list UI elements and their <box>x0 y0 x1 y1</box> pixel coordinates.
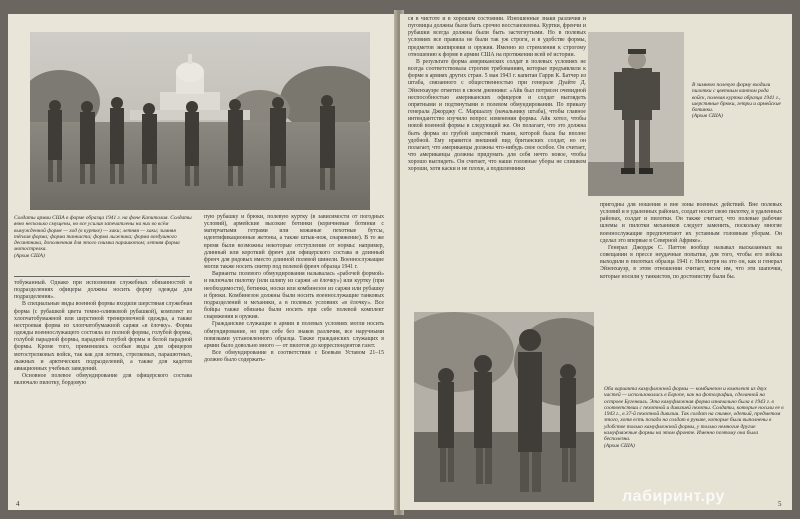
left-col2-paragraph: пую рубашку и брюки, полевую куртку (в зависимости от погодных условий), армейские высокие ботинки (коричневые ботинки с матерчатыми гетрами или кожаные пехотные бутсы, идентификационные жетоны, а также штык-нож, снаряжение). В то же время были возможны некоторые отступления от нормы: например, длинный или короткий френч для офицерского состава и длинный френч для рядовых вместо длинной полевой шинели. Военнослужащие могли также носить свитер под полевой френч образца 1941 г. <box>204 214 384 271</box>
winter-uniform-image <box>588 32 684 196</box>
right-column-2 <box>600 202 782 281</box>
right-col2-paragraph: пригодны для ношения и вне зоны военных действий. Вне полевых условий и в удаленных районах, солдат носит свою пилотку, в удаленных районах, солдат и пилотки. Он также считает, что полевые рабочие шлемы и пилотки механиков следует заменить, поскольку многие военнослужащие предпочитают их уставным головным уборам. Он сделал это впервые в Северной Африке». <box>600 202 782 244</box>
capitol-photo-caption: Солдаты армии США в форме образца 1941 г. на фоне Капитолия. Солдаты явно несколько смущены, но все усилия запечатлены на них во всём вынужденной форме — ход (в куртке) — хаки; летняя — хаки; зимняя тёплая форма; форма танкиста; форма лыжника; форма воздушного десантника, дополненная для этого снимка парашютом; летняя форма мотострелка. (Архив США) <box>14 215 192 259</box>
left-col2-paragraph: Варианты полевого обмундирования называлась «рабочей формой» и включали пилотку (или шляпу из саржи «в ёлочку») или куртку (при необходимости), ботинки, носки или комбинезон из саржи или рубашку и брюки. Комбинезон должны были носить военнослужащие танковых подразделений и механики, а в полевых условиях «в ёлочку». Все бойцы также обязаны были носить при себе полевой комплект снаряжения и оружия. <box>204 271 384 321</box>
right-col1-paragraph: ся в чистоте и в хорошем состоянии. Изношенные знаки различия и пуговицы должны были быть срочно восстановлены. Куртки, френчи и рубашки всегда должны были быть застегнутыми. Но в полевых условиях все правила не были так уж строги, и в удобстве формы, предметов экипировки и оружия. Именно из стремления к строгому отношению к форме в армии США на протяжении всей её истории. <box>408 16 586 58</box>
left-col1-paragraph: Основное полевое обмундирование для офицерского состава включало пилотку, бордовую <box>14 373 192 387</box>
right-col1-paragraph: В результате форма американских солдат в полевых условиях не всегда соответствовала строгим требованиям, которые предъявляли к форме в армиях других стран. 5 мая 1943 г. капитан Гарри К. Батчер из штаба, связанного с общественностью при генерале Дуайте Д. Эйзенхауэре отметил в своем дневнике: «Айк был потрясен очевидной неспособностью американских офицеров и солдат выглядеть опрятными и подтянутыми в полевом обмундировании. По приказу генерала Джорджу С. Маршаллу (начальнику штаба), чтобы главное интендантство изучило вопрос изменения формы. Айк хотел, чтобы новой военной формы в следующий же. Он полагает, что это должна быть форма из грубой шерстяной ткани, которой была бы вполне удобной. Ему нравится внешний вид британских солдат, но он полагает, что американцы должны что-нибудь свое особое. Он считает, что американцы должны придумать для себя нечто новое, чтобы хорошо выглядеть. Он считает, что наши головные уборы не слишком хороши, хотя каски и не плохи, а подшлемники <box>408 58 586 173</box>
right-col2-paragraph: Генерал Джордж С. Паттон вообще называл высказанных на совещании в прессе неудачные попытки, для того, чтобы его войска выходили в пилотках образца 1941 г. Несмотря на это он, как и генерал Эйзенхауэр, в этом отношении считает, всем им, что эти шапочки, которые носили у танкистов, по достоинству были бы. <box>600 244 782 280</box>
camouflage-photo-image <box>414 312 594 502</box>
camouflage-soldiers-photo <box>414 312 594 502</box>
left-page <box>8 14 396 510</box>
left-col2-paragraph: Гражданские служащие в армии в полевых условиях могли носить обмундирование, но при себе без знаков различия, все наручными повязками установленного образца. Также гражданских служащих в армии было довольно много — от пилотов до корреспондентов газет. <box>204 321 384 349</box>
left-col1-lead: тобужанный. Однако при исполнении служебных обязанностей в подразделениях офицеры должны носить форму одежды для подразделения». <box>14 280 192 301</box>
site-watermark: лабиринт.ру <box>622 488 725 505</box>
winter-uniform-source: (Архив США) <box>692 113 723 120</box>
winter-uniform-photo <box>588 32 684 196</box>
capitol-photo-source: (Архив США) <box>14 252 45 259</box>
winter-uniform-caption: В зимнюю полевую форму входили пилотки с цветным кантом рода войск, полевая куртка образца 1941 г., шерстяные брюки, гетры и армейские ботинки. (Архив США) <box>692 82 781 120</box>
camouflage-caption: Оба варианта камуфляжной формы — комбинезон и комплект из двух частей — использовались в Европе, как на фотографии, сделанной на острове Бугенвиль. Эта камуфляжная форма изначально была в 1943 г. в соответствии с пехотной и дивизией пехоты. Солдаты, которые носили ее в 1943 г., в 37-й пехотной дивизии. Так солдат на снимке, одетый, предметом этого, хотя есть позади на солдат в рукаве, которые были выполнены в удобстве только камуфляжной формы, у только немногие другие камуфляжные формы на этом фронте. Именно поэтому она была бесполезна. (Архив США) <box>604 386 784 449</box>
right-page-number: 5 <box>778 500 782 508</box>
left-col1-paragraph: В специальные виды военной формы входили шерстяная служебная форма (с рубашкой цвета темно-оливковой рубашкой), комплект из хлопчатобумажной или шерстяной тренировочной одежды, а также нестроевая форма из хлопчатобумажной саржи «в ёлочку». Форма одежды военнослужащего состояла из полной формы, голубой формы, голубой парадной формы, парадной голубой формы и белой парадной формы. Кроме того, применялись особые виды для офицеров мотострелковых войск, так как для летних, стрелковых, парашютных, лыжных и арктических подразделений, а также для кадетов авиационных учебных заведений. <box>14 301 192 372</box>
camouflage-source: (Архив США) <box>604 442 635 449</box>
capitol-photo-image <box>30 32 370 210</box>
right-column-1 <box>408 16 586 173</box>
left-column-2 <box>204 214 384 364</box>
right-page <box>400 14 792 510</box>
capitol-soldiers-photo <box>30 32 370 210</box>
left-col2-paragraph: Все обмундирование в соответствии с Боевым Уставом 21–15 должно было содержать- <box>204 349 384 364</box>
left-page-number: 4 <box>16 500 20 508</box>
left-column-1 <box>14 280 192 387</box>
caption-divider <box>14 276 190 277</box>
